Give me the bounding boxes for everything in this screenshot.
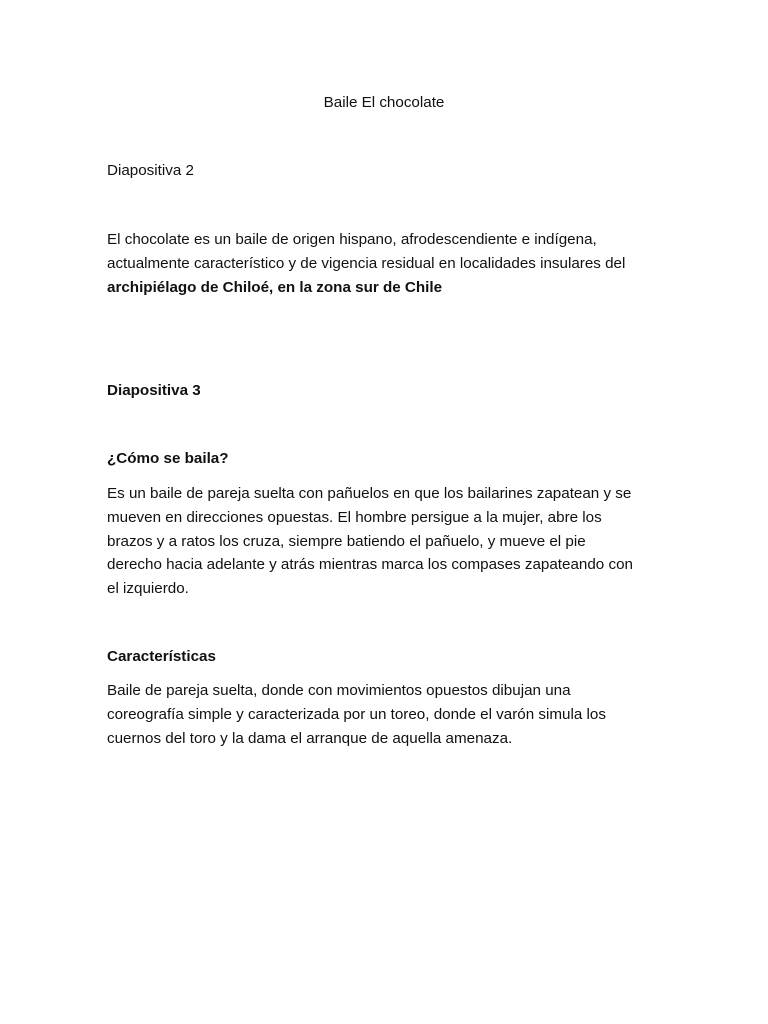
intro-line-2: actualmente característico y de vigencia residual en localidades insulares del [107,255,626,272]
how-to-dance-heading: ¿Cómo se baila? [107,450,229,467]
how-paragraph-line: derecho hacia adelante y atrás mientras marca los compases zapateando con [107,556,633,573]
features-paragraph-line: Baile de pareja suelta, donde con movimientos opuestos dibujan una [107,682,571,699]
how-paragraph-line: el izquierdo. [107,580,189,597]
intro-line-3-bold: archipiélago de Chiloé, en la zona sur de Chile [107,279,443,296]
slide-2-heading: Diapositiva 2 [107,162,194,179]
how-paragraph-line: mueven en direcciones opuestas. El hombre persigue a la mujer, abre los [107,509,602,526]
features-paragraph-line: cuernos del toro y la dama el arranque de aquella amenaza. [107,730,513,747]
how-paragraph-line: Es un baile de pareja suelta con pañuelos en que los bailarines zapatean y se [107,485,632,502]
features-paragraph-line: coreografía simple y caracterizada por un toreo, donde el varón simula los [107,706,606,723]
slide-3-heading: Diapositiva 3 [107,382,201,399]
intro-line-1: El chocolate es un baile de origen hispano, afrodescendiente e indígena, [107,231,597,248]
document-title: Baile El chocolate [323,94,445,111]
features-heading: Características [107,648,216,665]
how-paragraph-line: brazos y a ratos los cruza, siempre batiendo el pañuelo, y mueve el pie [107,533,586,550]
